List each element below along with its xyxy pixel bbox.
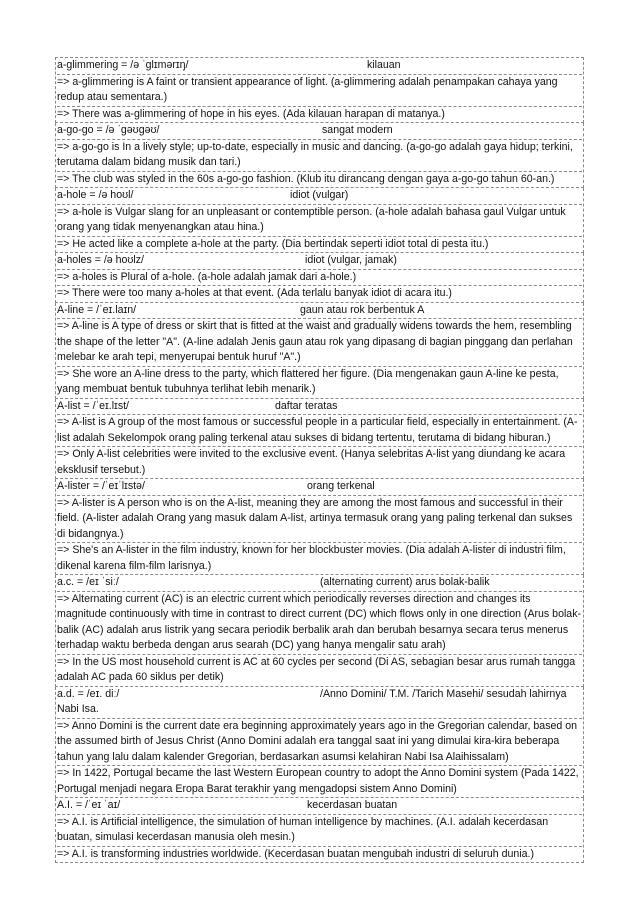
entry-header [57,399,582,416]
entry-header [57,58,582,75]
entry-meaning: idiot (vulgar, jamak) [305,254,397,266]
entry-definition: => a-glimmering is A faint or transient appearance of light. (a-glimmering adalah penampakan cahaya yang redup atau sementara.) [57,75,582,107]
entry-term: a.c. = /eɪ ˈsiː/ [57,576,119,588]
entry-term: A-lister = /ˈeɪˈlɪstə/ [57,480,145,492]
entry-example: => A.I. is transforming industries worldwide. (Kecerdasan buatan mengubah industri di seluruh dunia.) [57,847,534,860]
dictionary-entry [55,253,584,303]
entry-meaning: sangat modern [322,124,393,136]
entry-definition: => a-holes is Plural of a-hole. (a-hole adalah jamak dari a-hole.) [57,270,582,287]
dictionary-entry [55,687,584,799]
entry-definition: => A-list is A group of the most famous or successful people in a particular field, especially in entertainment. (A-list adalah Sekelompok orang paling terkenal atau sukses di bidang tertentu, terutama di bidang hiburan.) [57,415,582,447]
entry-header [57,303,582,320]
dictionary-entry [55,575,584,687]
dictionary-entry [55,303,584,399]
dictionary-list [55,57,584,863]
entry-definition: => A.I. is Artificial intelligence, the simulation of human intelligence by machines. (A.I. adalah kecerdasan buatan, simulasi kecerdasan manusia oleh mesin.) [57,815,582,847]
entry-example: => There was a-glimmering of hope in his eyes. (Ada kilauan harapan di matanya.) [57,107,445,120]
entry-example: => She wore an A-line dress to the party, which flattered her figure. (Dia mengenakan gaun A-line ke pesta, yang membuat bentuk tubuhnya terlihat lebih menarik.) [57,367,559,395]
entry-header [57,479,582,496]
entry-meaning: /Anno Domini/ T.M. /Tarich Masehi/ sesudah lahirnya Nabi Isa. [57,687,567,715]
entry-term: A.I. = /ˈeɪ ˈaɪ/ [57,799,121,811]
entry-term: a-go-go = /ə ˈɡəʊɡəʊ/ [57,124,160,136]
entry-header [57,253,582,270]
entry-example: => She's an A-lister in the film industry, known for her blockbuster movies. (Dia adalah A-lister di industri film, dikenal karena film-film larisnya.) [57,544,566,572]
entry-example: => In the US most household current is AC at 60 cycles per second (Di AS, sebagian besar arus rumah tangga adalah AC pada 60 siklus per detik) [57,655,576,683]
entry-example: => There were too many a-holes at that event. (Ada terlalu banyak idiot di acara itu.) [57,287,452,299]
entry-example: => Only A-list celebrities were invited to the exclusive event. (Hanya selebritas A-list yang diundang ke acara eksklusif tersebut.) [57,448,566,476]
dictionary-entry [55,798,584,863]
dictionary-entry [55,399,584,480]
entry-definition: => A-line is A type of dress or skirt that is fitted at the waist and gradually widens towards the hem, resembling the shape of the letter "A". (A-line adalah Jenis gaun atau rok yang dipasang di bagian pinggang dan perlahan melebar ke arah tepi, menyerupai bentuk huruf "A".) [57,319,582,367]
entry-meaning: kilauan [367,59,401,71]
entry-definition: => A-lister is A person who is on the A-list, meaning they are among the most famous and successful in their field. (A-lister adalah Orang yang masuk dalam A-list, artinya termasuk orang yang paling terkenal dan sukses di bidangnya.) [57,496,582,544]
entry-definition: => Alternating current (AC) is an electric current which periodically reverses direction and changes its magnitude continuously with time in contrast to direct current (DC) which flows only in one direction (Arus bolak-balik (AC) adalah arus listrik yang secara periodik berbalik arah dan berubah besarnya secara terus menerus terhadap waktu berbeda dengan arus searah (DC) yang hanya mengalir satu arah) [57,592,582,655]
entry-term: A-line = /ˈeɪ.laɪn/ [57,303,137,316]
entry-term: a-hole = /ə hoʊl/ [57,189,134,201]
entry-term: a.d. = /eɪ. diː/ [57,687,120,700]
entry-definition: => Anno Domini is the current date era beginning approximately years ago in the Gregorian calendar, based on the assumed birth of Jesus Christ (Anno Domini adalah era tanggal saat ini yang dimulai kira-kira beberapa tahun yang lalu dalam kalender Gregorian, berdasarkan asumsi kelahiran Nabi Isa Alaihissalam) [57,719,582,767]
entry-meaning: (alternating current) arus bolak-balik [320,576,490,588]
entry-meaning: orang terkenal [307,480,375,492]
entry-example: => He acted like a complete a-hole at the party. (Dia bertindak seperti idiot total di pesta itu.) [57,237,489,250]
entry-meaning: gaun atau rok berbentuk A [300,303,425,316]
entry-term: a-glimmering = /ə ˈɡlɪmərɪŋ/ [57,59,189,71]
dictionary-entry [55,188,584,253]
entry-header [57,687,582,719]
dictionary-entry [55,123,584,188]
entry-header [57,188,582,205]
entry-definition: => a-go-go is In a lively style; up-to-date, especially in music and dancing. (a-go-go adalah gaya hidup; terkini, terutama dalam bidang musik dan tari.) [57,140,582,172]
entry-term: a-holes = /ə hoʊlz/ [57,254,144,266]
entry-meaning: idiot (vulgar) [290,189,349,201]
entry-header [57,798,582,815]
entry-header [57,575,582,592]
entry-term: A-list = /ˈeɪ.lɪst/ [57,399,129,412]
entry-meaning: daftar teratas [275,399,338,412]
entry-definition: => a-hole is Vulgar slang for an unpleasant or contemptible person. (a-hole adalah bahasa gaul Vulgar untuk orang yang tidak menyenangkan atau hina.) [57,205,582,237]
entry-meaning: kecerdasan buatan [307,799,398,811]
dictionary-entry [55,479,584,575]
entry-example: => In 1422, Portugal became the last Western European country to adopt the Anno Domini system (Pada 1422, Portugal menjadi negara Eropa Barat terakhir yang mengadopsi sistem Anno Domini) [57,767,579,795]
dictionary-entry [55,57,584,123]
entry-header [57,123,582,140]
entry-example: => The club was styled in the 60s a-go-go fashion. (Klub itu dirancang dengan gaya a-go-go tahun 60-an.) [57,172,555,185]
